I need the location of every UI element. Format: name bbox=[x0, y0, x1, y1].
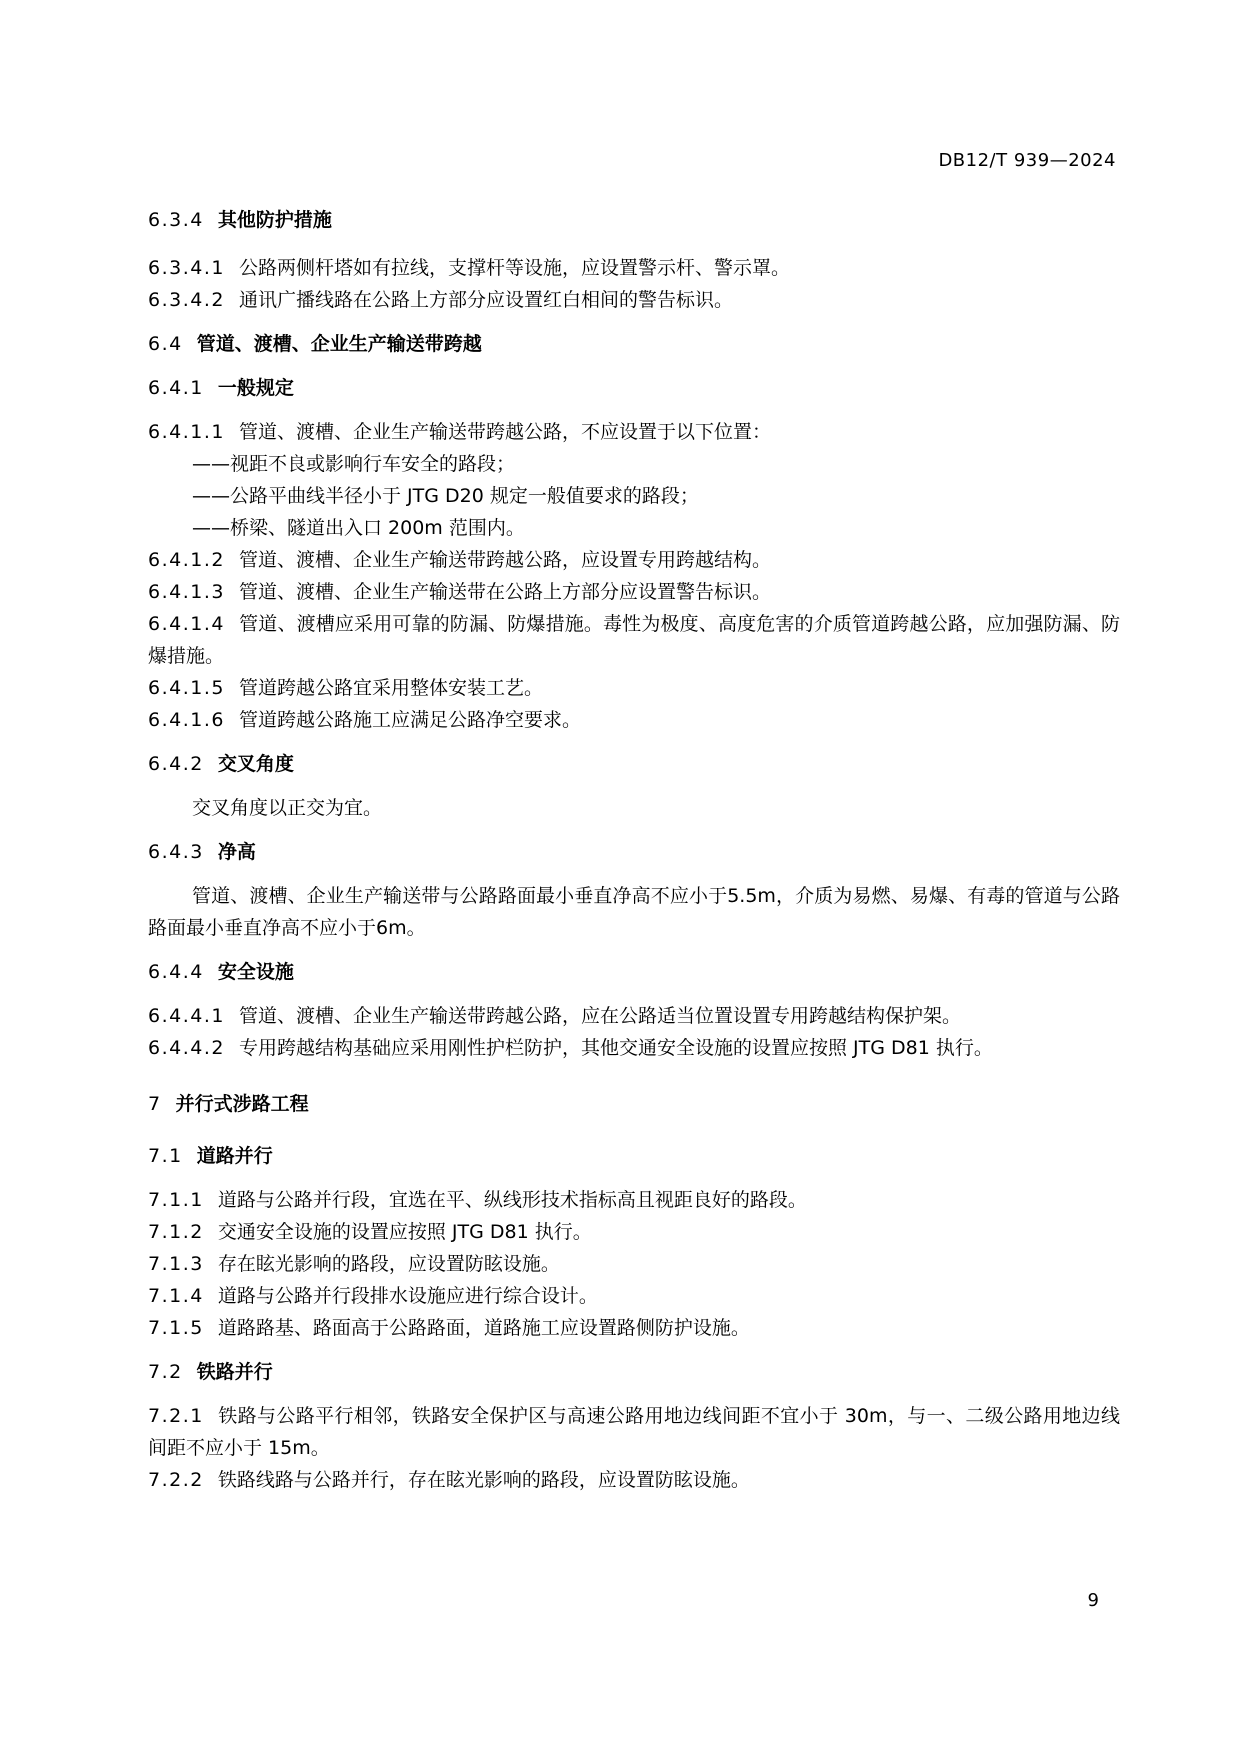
clause-text: 管道、渡槽、企业生产输送带跨越公路，应在公路适当位置设置专用跨越结构保护架。 bbox=[238, 1005, 961, 1027]
clause-number: 7.1.1 bbox=[148, 1189, 204, 1211]
section-number: 6.3.4 bbox=[148, 209, 204, 231]
section-number: 7.1 bbox=[148, 1145, 183, 1167]
clause-text: 管道、渡槽、企业生产输送带在公路上方部分应设置警告标识。 bbox=[238, 581, 771, 603]
section-title: 净高 bbox=[217, 841, 256, 863]
clause-6-4-4-1 bbox=[148, 1000, 1120, 1032]
section-title: 管道、渡槽、企业生产输送带跨越 bbox=[196, 333, 482, 355]
clause-text: 通讯广播线路在公路上方部分应设置红白相间的警告标识。 bbox=[238, 289, 733, 311]
clause-text: 道路路基、路面高于公路路面，道路施工应设置路侧防护设施。 bbox=[217, 1317, 750, 1339]
page-number: 9 bbox=[1087, 1590, 1099, 1611]
clause-6-4-1-4 bbox=[148, 608, 1120, 672]
clause-6-3-4-1 bbox=[148, 252, 1120, 284]
section-7-1-heading bbox=[148, 1140, 1120, 1172]
chapter-7-heading bbox=[148, 1088, 1120, 1120]
clause-7-1-5 bbox=[148, 1312, 1120, 1344]
section-6-4-heading bbox=[148, 328, 1120, 360]
section-title: 其他防护措施 bbox=[217, 209, 332, 231]
clause-text: 交通安全设施的设置应按照 JTG D81 执行。 bbox=[217, 1221, 592, 1243]
clause-7-1-2 bbox=[148, 1216, 1120, 1248]
clause-number: 6.3.4.1 bbox=[148, 257, 225, 279]
chapter-number: 7 bbox=[148, 1093, 162, 1115]
clause-number: 6.4.1.4 bbox=[148, 613, 225, 635]
clause-7-2-1 bbox=[148, 1400, 1120, 1464]
document-id-header: DB12/T 939—2024 bbox=[938, 150, 1116, 171]
section-number: 6.4.2 bbox=[148, 753, 204, 775]
list-item: ——桥梁、隧道出入口 200m 范围内。 bbox=[192, 517, 525, 539]
clause-6-4-1-2 bbox=[148, 544, 1120, 576]
section-number: 6.4.1 bbox=[148, 377, 204, 399]
clause-number: 6.4.4.2 bbox=[148, 1037, 225, 1059]
clause-text: 管道、渡槽、企业生产输送带跨越公路，应设置专用跨越结构。 bbox=[238, 549, 771, 571]
section-number: 6.4.4 bbox=[148, 961, 204, 983]
clause-7-2-2 bbox=[148, 1464, 1120, 1496]
clause-text: 铁路线路与公路并行，存在眩光影响的路段，应设置防眩设施。 bbox=[217, 1469, 750, 1491]
list-item: ——公路平曲线半径小于 JTG D20 规定一般值要求的路段； bbox=[192, 485, 699, 507]
section-number: 6.4 bbox=[148, 333, 183, 355]
clause-text: 管道、渡槽应采用可靠的防漏、防爆措施。毒性为极度、高度危害的介质管道跨越公路，应加强防漏、防爆措施。 bbox=[148, 613, 1120, 667]
clause-text: 专用跨越结构基础应采用刚性护栏防护，其他交通安全设施的设置应按照 JTG D81 执行。 bbox=[238, 1037, 993, 1059]
section-number: 7.2 bbox=[148, 1361, 183, 1383]
section-6-4-1-heading bbox=[148, 372, 1120, 404]
clause-number: 6.4.1.3 bbox=[148, 581, 225, 603]
section-6-4-4-heading bbox=[148, 956, 1120, 988]
clause-6-3-4-2 bbox=[148, 284, 1120, 316]
clause-number: 7.1.5 bbox=[148, 1317, 204, 1339]
clause-6-4-4-2 bbox=[148, 1032, 1120, 1064]
clause-text: 管道、渡槽、企业生产输送带跨越公路，不应设置于以下位置： bbox=[238, 421, 771, 443]
chapter-title: 并行式涉路工程 bbox=[175, 1093, 309, 1115]
clause-number: 7.2.1 bbox=[148, 1405, 204, 1427]
section-6-4-2-text: 交叉角度以正交为宜。 bbox=[192, 797, 383, 819]
clause-number: 7.1.2 bbox=[148, 1221, 204, 1243]
clause-6-4-1-1 bbox=[148, 416, 1120, 448]
section-7-2-heading bbox=[148, 1356, 1120, 1388]
clause-text: 管道跨越公路施工应满足公路净空要求。 bbox=[238, 709, 581, 731]
section-number: 6.4.3 bbox=[148, 841, 204, 863]
clause-text: 存在眩光影响的路段，应设置防眩设施。 bbox=[217, 1253, 560, 1275]
section-title: 道路并行 bbox=[196, 1145, 273, 1167]
clause-7-1-3 bbox=[148, 1248, 1120, 1280]
clause-number: 6.4.1.1 bbox=[148, 421, 225, 443]
clause-number: 6.4.1.2 bbox=[148, 549, 225, 571]
section-6-4-3-text: 管道、渡槽、企业生产输送带与公路路面最小垂直净高不应小于5.5m，介质为易燃、易爆、有毒的管道与公路路面最小垂直净高不应小于6m。 bbox=[148, 885, 1120, 939]
section-title: 安全设施 bbox=[217, 961, 294, 983]
clause-7-1-1 bbox=[148, 1184, 1120, 1216]
section-6-4-2-heading bbox=[148, 748, 1120, 780]
clause-text: 管道跨越公路宜采用整体安装工艺。 bbox=[238, 677, 543, 699]
clause-number: 6.4.1.5 bbox=[148, 677, 225, 699]
clause-number: 7.2.2 bbox=[148, 1469, 204, 1491]
list-item: ——视距不良或影响行车安全的路段； bbox=[192, 453, 516, 475]
clause-6-4-1-6 bbox=[148, 704, 1120, 736]
section-6-3-4-heading bbox=[148, 204, 1120, 236]
section-title: 铁路并行 bbox=[196, 1361, 273, 1383]
section-title: 交叉角度 bbox=[217, 753, 294, 775]
clause-text: 道路与公路并行段，宜选在平、纵线形技术指标高且视距良好的路段。 bbox=[217, 1189, 807, 1211]
clause-number: 7.1.4 bbox=[148, 1285, 204, 1307]
clause-number: 6.4.4.1 bbox=[148, 1005, 225, 1027]
section-title: 一般规定 bbox=[217, 377, 294, 399]
section-6-4-3-heading bbox=[148, 836, 1120, 868]
clause-number: 6.3.4.2 bbox=[148, 289, 225, 311]
clause-number: 7.1.3 bbox=[148, 1253, 204, 1275]
clause-number: 6.4.1.6 bbox=[148, 709, 225, 731]
clause-text: 道路与公路并行段排水设施应进行综合设计。 bbox=[217, 1285, 598, 1307]
clause-text: 铁路与公路平行相邻，铁路安全保护区与高速公路用地边线间距不宜小于 30m，与一、二级公路用地边线间距不应小于 15m。 bbox=[148, 1405, 1120, 1459]
clause-6-4-1-3 bbox=[148, 576, 1120, 608]
clause-6-4-1-5 bbox=[148, 672, 1120, 704]
clause-7-1-4 bbox=[148, 1280, 1120, 1312]
document-body bbox=[148, 204, 1120, 1496]
clause-text: 公路两侧杆塔如有拉线，支撑杆等设施，应设置警示杆、警示罩。 bbox=[238, 257, 790, 279]
